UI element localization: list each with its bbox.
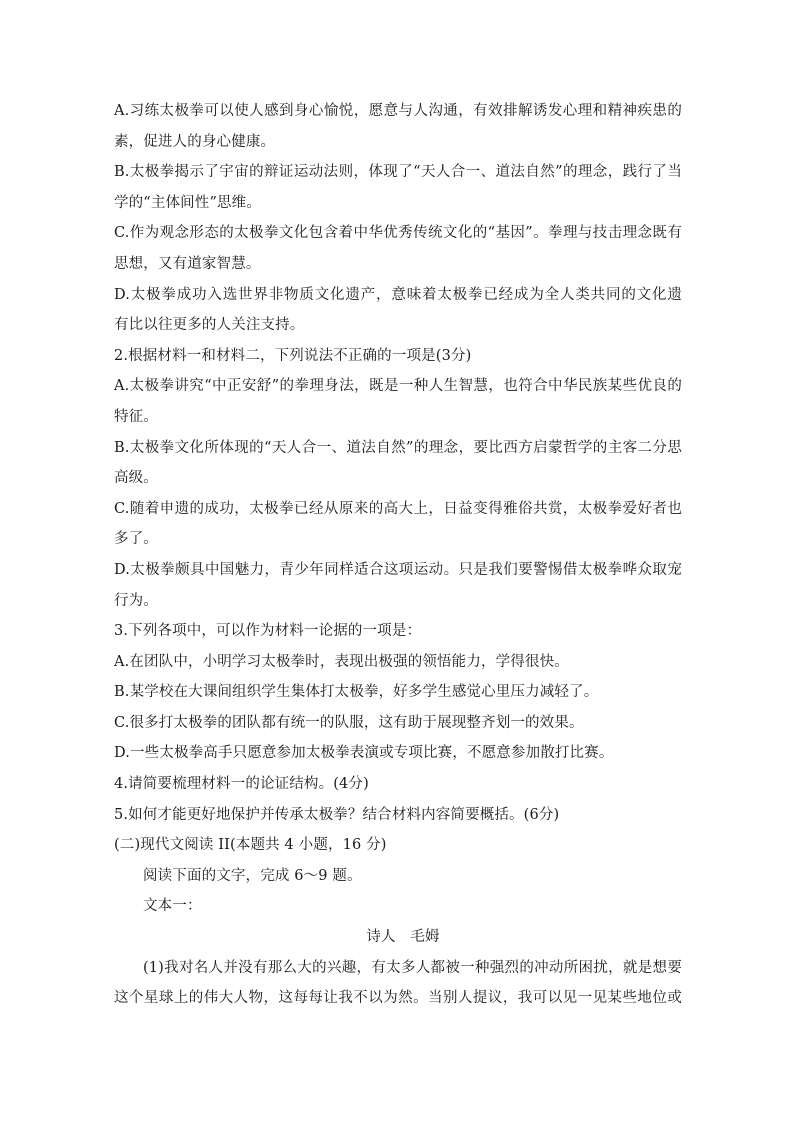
- q2-stem: 2.根据材料一和材料二，下列说法不正确的一项是(3分): [114, 347, 472, 364]
- q3-option-c: C.很多打太极拳的团队都有统一的队服，这有助于展现整齐划一的效果。: [114, 714, 584, 731]
- q1-option-c-line1: C.作为观念形态的太极拳文化包含着中华优秀传统文化的“基因”。拳理与技击理念既有: [114, 225, 682, 242]
- exam-page: [114, 96, 682, 1014]
- q2-option-c-line1: C.随着申遗的成功，太极拳已经从原来的高大上，日益变得雅俗共赏，太极拳爱好者也: [114, 500, 682, 517]
- q3-option-d: D.一些太极拳高手只愿意参加太极拳表演或专项比赛，不愿意参加散打比赛。: [114, 745, 614, 762]
- q1-option-a-line1: A.习练太极拳可以使人感到身心愉悦，愿意与人沟通，有效排解诱发心理和精神疾患的: [114, 103, 682, 119]
- q4-stem: 4.请简要梳理材料一的论证结构。(4分): [114, 776, 369, 793]
- paragraph-1-line2: 这个星球上的伟大人物，这每每让我不以为然。当别人提议，我可以见一见某些地位或: [114, 990, 682, 1007]
- q2-option-d-line1: D.太极拳颇具中国魅力，青少年同样适合这项运动。只是我们要警惕借太极拳哗众取宠: [114, 561, 682, 578]
- q1-option-d-line1: D.太极拳成功入选世界非物质文化遗产，意味着太极拳已经成为全人类共同的文化遗: [114, 286, 682, 303]
- q2-option-b-line2: 高级。: [114, 470, 158, 487]
- section2-instruction: 阅读下面的文字，完成 6～9 题。: [143, 867, 362, 884]
- q5-stem: 5.如何才能更好地保护并传承太极拳？结合材料内容简要概括。(6分): [114, 806, 560, 823]
- section2-heading: (二)现代文阅读 II(本题共 4 小题，16 分): [114, 837, 387, 854]
- q1-option-c-line2: 思想，又有道家智慧。: [114, 255, 261, 272]
- q1-option-b-line2: 学的“主体间性”思维。: [114, 194, 261, 211]
- q3-option-b: B.某学校在大课间组织学生集体打太极拳，好多学生感觉心里压力减轻了。: [114, 684, 599, 701]
- q2-option-a-line2: 特征。: [114, 408, 158, 425]
- q1-option-b-line1: B.太极拳揭示了宇宙的辩证运动法则，体现了“天人合一、道法自然”的理念，践行了当: [114, 164, 682, 181]
- text-one-label: 文本一：: [143, 898, 202, 915]
- paragraph-1-line1: (1)我对名人并没有那么大的兴趣，有太多人都被一种强烈的冲动所困扰，就是想要: [143, 959, 682, 976]
- q2-option-b-line1: B.太极拳文化所体现的“天人合一、道法自然”的理念，要比西方启蒙哲学的主客二分思: [114, 439, 682, 456]
- poem-title: 诗人 毛姆: [366, 929, 440, 946]
- q2-option-d-line2: 行为。: [114, 592, 158, 609]
- q1-option-d-line2: 有比以往更多的人关注支持。: [114, 317, 305, 334]
- q2-option-c-line2: 多了。: [114, 531, 158, 548]
- q2-option-a-line1: A.太极拳讲究“中正安舒”的拳理身法，既是一种人生智慧，也符合中华民族某些优良的: [114, 378, 682, 395]
- q3-option-a: A.在团队中，小明学习太极拳时，表现出极强的领悟能力，学得很快。: [114, 653, 569, 670]
- q1-option-a-line2: 素，促进人的身心健康。: [114, 133, 276, 150]
- q3-stem: 3.下列各项中，可以作为材料一论据的一项是：: [114, 623, 422, 640]
